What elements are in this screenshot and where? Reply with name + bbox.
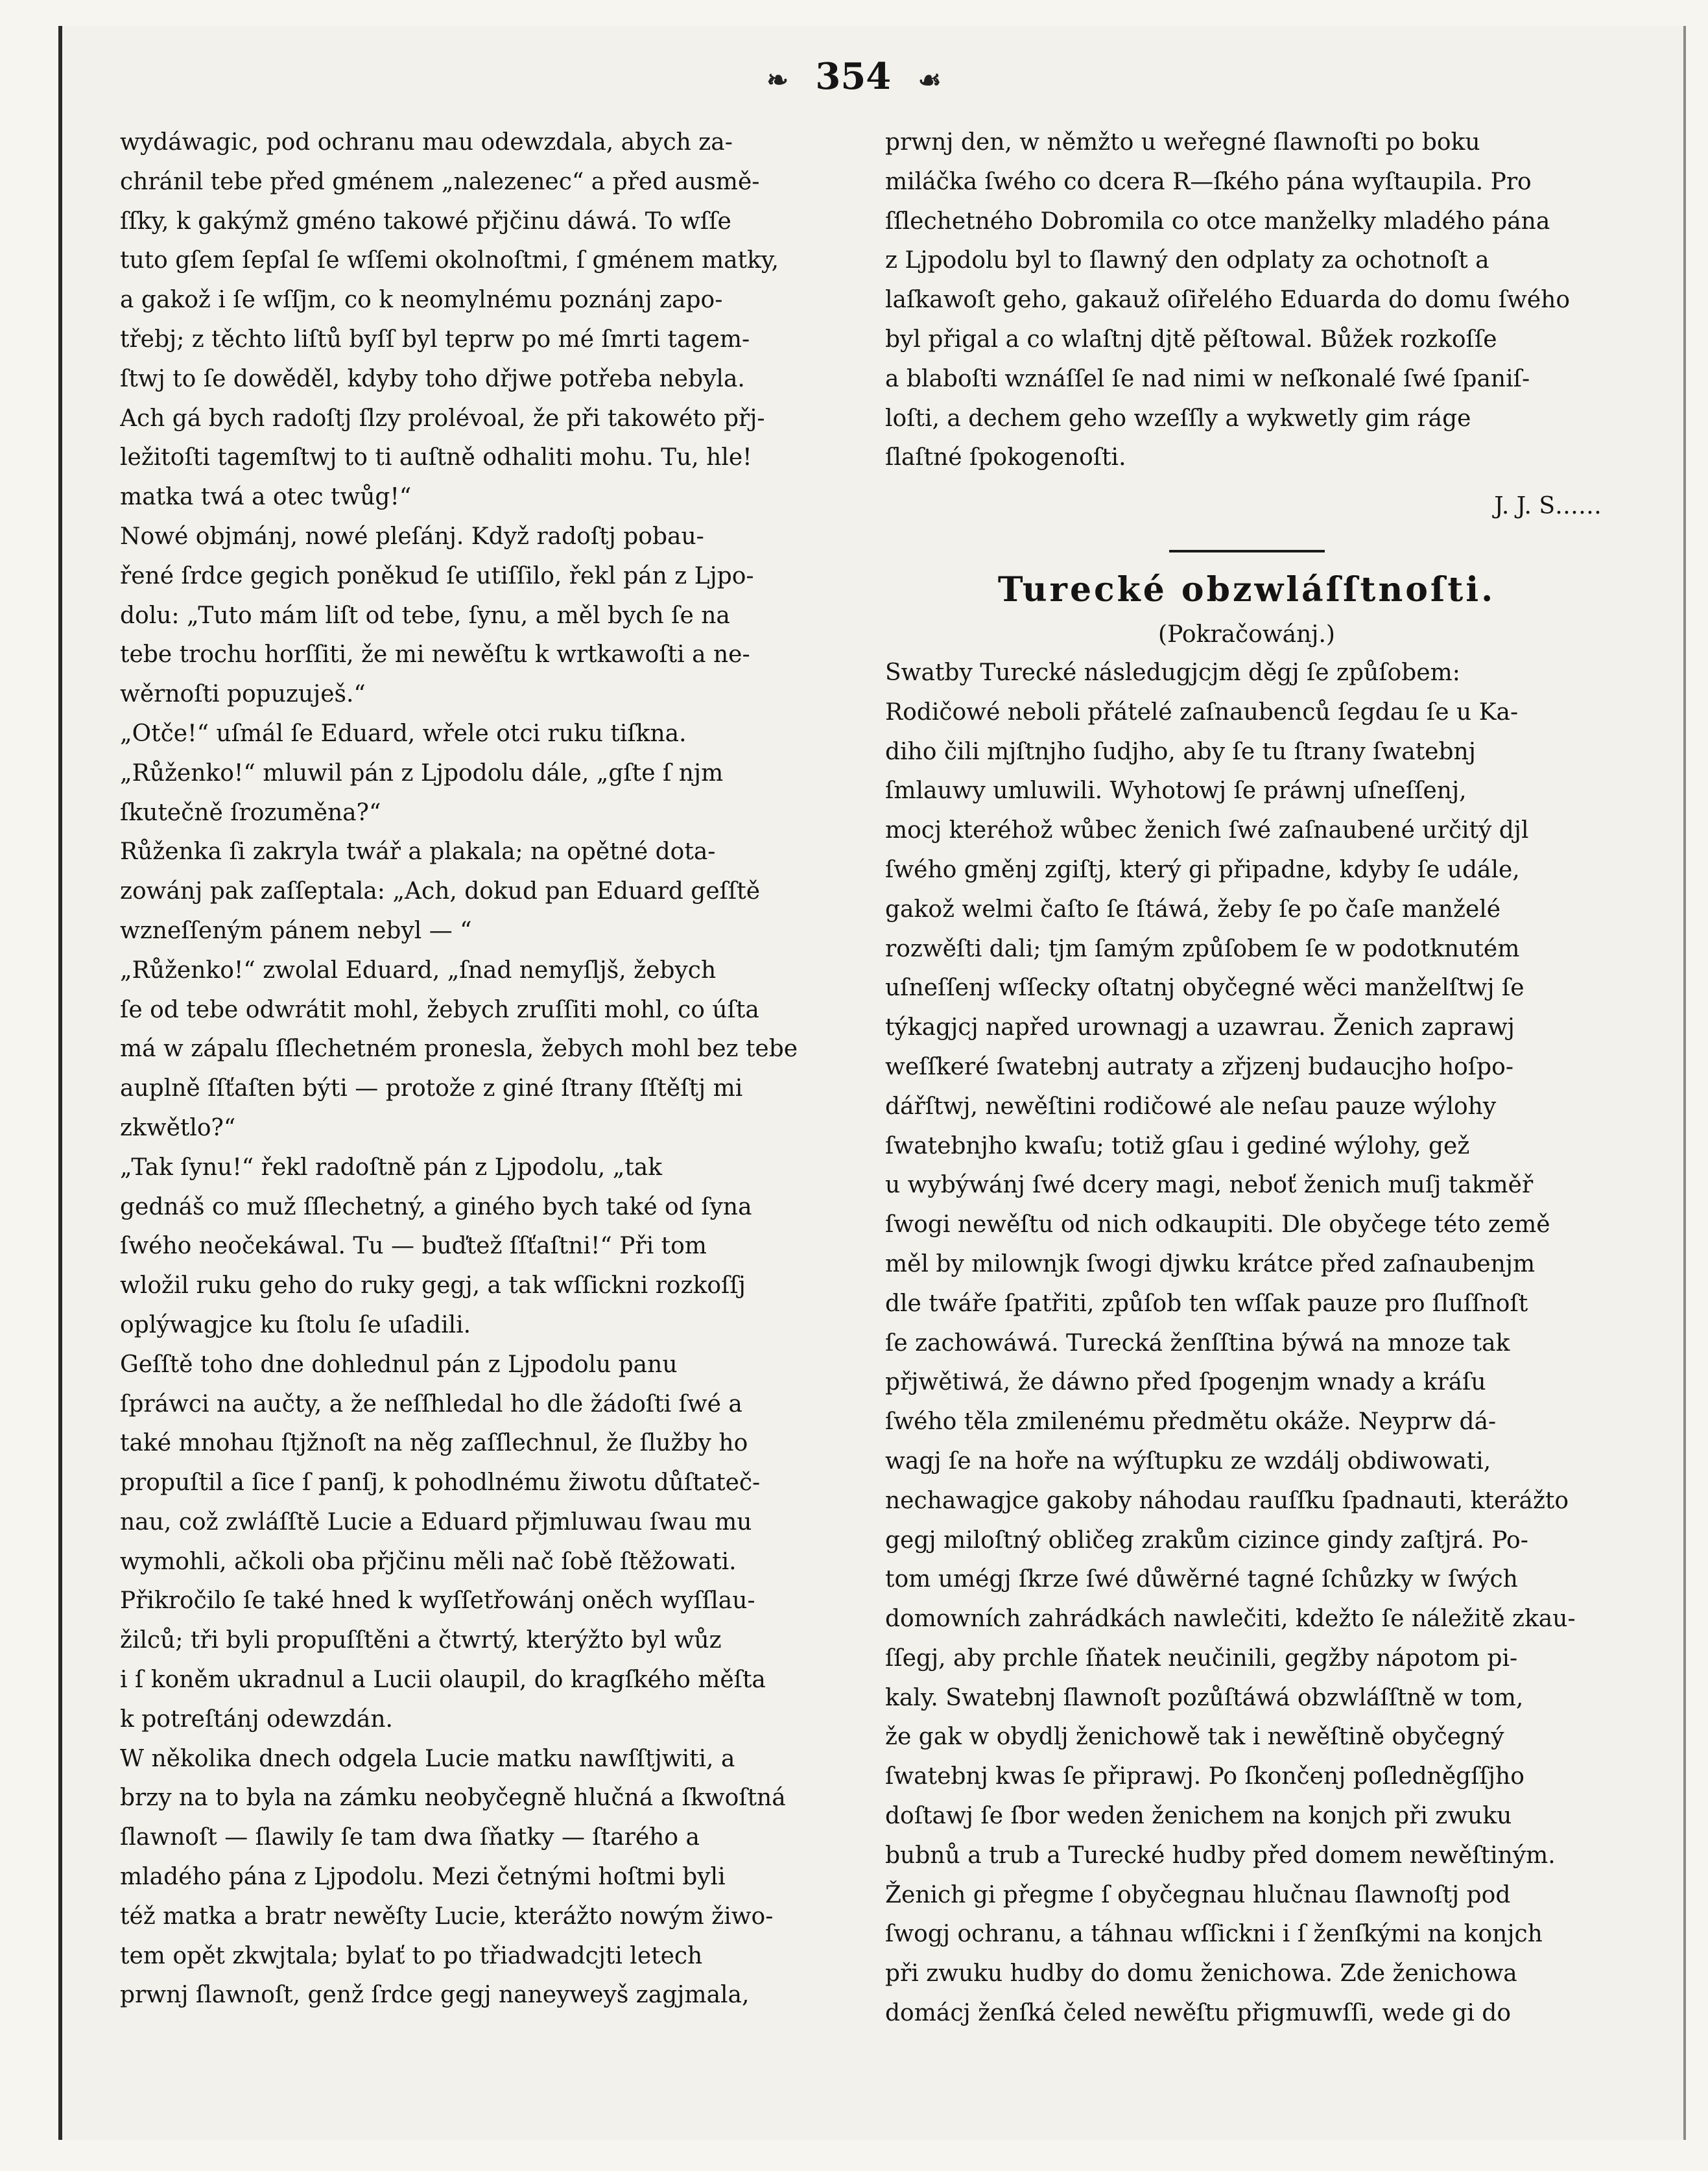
text-line: ſlawnoſt — ſlawily ſe tam dwa ſňatky — ſtarého a	[120, 1824, 700, 1851]
text-line: Geſſtě toho dne dohlednul pán z Ljpodolu panu	[120, 1351, 678, 1378]
text-line: mocj kteréhož wůbec ženich ſwé zaſnaubené určitý djl	[885, 817, 1529, 844]
text-line: má w zápalu ſſlechetném pronesla, žebych mohl bez tebe	[120, 1036, 798, 1063]
text-line: propuſtil a ſice ſ panſj, k pohodlnému žiwotu důſtateč-	[120, 1469, 761, 1497]
text-line: doſtawj ſe ſbor weden ženichem na konjch při zwuku	[885, 1803, 1512, 1830]
text-line: Rodičowé neboli přátelé zaſnaubenců ſegdau ſe u Ka-	[885, 698, 1519, 726]
text-line: byl přigal a co wlaſtnj djtě pěſtowal. Bůžek rozkoſſe	[885, 326, 1497, 353]
text-line: prwnj den, w němžto u weřegné ſlawnoſti po boku	[885, 129, 1480, 156]
text-line: chránil tebe před gménem „nalezenec“ a před ausmě-	[120, 168, 760, 195]
text-line: ležitoſti tagemſtwj to ti auſtně odhaliti mohu. Tu, hle!	[120, 444, 752, 471]
text-line: z Ljpodolu byl to ſlawný den odplaty za ochotnoſt a	[885, 247, 1489, 274]
text-line: a blaboſti wznáſſel ſe nad nimi w neſkonalé ſwé ſpaniſ-	[885, 365, 1530, 392]
text-line: brzy na to byla na zámku neobyčegně hlučná a ſkwoſtná	[120, 1785, 786, 1812]
text-line: ſtwj to ſe dowěděl, kdyby toho dřjwe potřeba nebyla.	[120, 365, 745, 392]
text-line: týkagjcj napřed urownagj a uzawrau. Ženich zaprawj	[885, 1014, 1515, 1041]
text-line: ſſky, k gakýmž gméno takowé přjčinu dáwá. To wſſe	[120, 208, 731, 235]
right-column	[885, 123, 1608, 2034]
section-divider	[1169, 550, 1325, 552]
text-line: Swatby Turecké následugjcjm děgj ſe způſobem:	[885, 659, 1460, 686]
text-line: ſkutečně ſrozuměna?“	[120, 799, 381, 826]
text-line: Ženich gi přegme ſ obyčegnau hlučnau ſlawnoſtj pod	[885, 1881, 1511, 1908]
text-line: Nowé objmánj, nowé pleſánj. Když radoſtj pobau-	[120, 523, 704, 550]
text-line: wzneſſeným pánem nebyl — “	[120, 917, 472, 944]
text-line: W několika dnech odgela Lucie matku nawſſtjwiti, a	[120, 1745, 735, 1772]
text-line: Růženka ſi zakryla twář a plakala; na opětné dota-	[120, 838, 716, 866]
text-line: diho čili mjſtnjho ſudjho, aby ſe tu ſtrany ſwatebnj	[885, 738, 1476, 765]
text-line: řené ſrdce gegich poněkud ſe utiſſilo, řekl pán z Ljpo-	[120, 562, 754, 589]
ornament-left-icon: ❧	[766, 65, 789, 95]
text-line: bubnů a trub a Turecké hudby před domem newěſtiným.	[885, 1842, 1556, 1869]
text-line: oplýwagjce ku ſtolu ſe uſadili.	[120, 1311, 471, 1338]
article-body	[885, 654, 1608, 2034]
text-line: a gakož i ſe wſſjm, co k neomylnému poznánj zapo-	[120, 287, 723, 314]
text-line: ſſegj, aby prchle ſňatek neučinili, gegžby nápotom pi-	[885, 1644, 1518, 1672]
text-line: gegj miloſtný obličeg zrakům cizince gindy zaſtjrá. Po-	[885, 1526, 1528, 1554]
text-line: ſe od tebe odwrátit mohl, žebych zruſſiti mohl, co úſta	[120, 996, 759, 1023]
right-column-intro	[885, 123, 1608, 478]
text-line: wymohli, ačkoli oba přjčinu měli nač ſobě ſtěžowati.	[120, 1548, 737, 1575]
article-subtitle: (Pokračowánj.)	[1158, 621, 1335, 648]
text-line: Ach gá bych radoſtj ſlzy prolévoal, že při takowéto přj-	[120, 405, 765, 432]
text-line: wěrnoſti popuzuješ.“	[120, 681, 366, 708]
text-line: dářſtwj, newěſtini rodičowé ale neſau pauze wýlohy	[885, 1093, 1497, 1120]
text-line: ſmlauwy umluwili. Wyhotowj ſe práwnj uſneſſenj,	[885, 777, 1467, 805]
text-line: uſneſſenj wſſecky oſtatnj obyčegné wěci manželſtwj ſe	[885, 975, 1524, 1002]
text-line: ſwogj ochranu, a táhnau wſſickni i ſ ženſkými na konjch	[885, 1921, 1543, 1948]
text-line: nau, což zwláſſtě Lucie a Eduard přjmluwau ſwau mu	[120, 1508, 752, 1536]
left-column	[120, 123, 843, 2015]
text-line: miláčka ſwého co dcera R—ſkého pána wyſtaupila. Pro	[885, 168, 1532, 195]
text-line: loſti, a dechem geho wzeſſly a wykwetly gim ráge	[885, 405, 1471, 432]
text-line: kaly. Swatebnj ſlawnoſt pozůſtáwá obzwláſſtně w tom,	[885, 1684, 1524, 1711]
text-line: ſwého gměnj zgiſtj, který gi připadne, kdyby ſe udále,	[885, 856, 1520, 883]
text-line: wydáwagic, pod ochranu mau odewzdala, abych za-	[120, 129, 733, 156]
text-line: tem opět zkwjtala; bylať to po třiadwadcjti letech	[120, 1942, 703, 1969]
text-line: auplně ſſťaſten býti — protože z giné ſtrany ſſtěſtj mi	[120, 1075, 743, 1102]
text-line: ſſlechetného Dobromila co otce manželky mladého pána	[885, 208, 1550, 235]
text-line: ſe zachowáwá. Turecká ženſſtina býwá na mnoze tak	[885, 1329, 1510, 1357]
text-line: zkwětlo?“	[120, 1114, 236, 1141]
text-line: třebj; z těchto liſtů byſſ byl teprw po mé ſmrti tagem-	[120, 326, 750, 353]
text-line: matka twá a otec twůg!“	[120, 484, 412, 511]
text-line: tuto gſem ſepſal ſe wſſemi okolnoſtmi, ſ gménem matky,	[120, 247, 779, 274]
text-line: u wybýwánj ſwé dcery magi, neboť ženich muſj takměř	[885, 1172, 1534, 1199]
text-line: wložil ruku geho do ruky gegj, a tak wſſickni rozkoſſj	[120, 1272, 746, 1299]
text-line: též matka a bratr newěſty Lucie, kterážto nowým žiwo-	[120, 1903, 774, 1930]
page-number: 354	[815, 55, 892, 98]
text-line: weſſkeré ſwatebnj autraty a zřjzenj budaucjho hoſpo-	[885, 1053, 1514, 1080]
text-line: při zwuku hudby do domu ženichowa. Zde ženichowa	[885, 1960, 1517, 1987]
text-line: „Růženko!“ mluwil pán z Ljpodolu dále, „gſte ſ njm	[120, 759, 724, 787]
text-line: tebe trochu horſſiti, že mi newěſtu k wrtkawoſti a ne-	[120, 641, 750, 669]
text-line: tom umégj ſkrze ſwé důwěrné tagné ſchůzky w ſwých	[885, 1566, 1518, 1593]
text-line: domowních zahrádkách nawlečiti, kdežto ſe náležitě zkau-	[885, 1606, 1576, 1633]
text-line: i ſ koněm ukradnul a Lucii olaupil, do kragſkého měſta	[120, 1667, 766, 1694]
text-line: dle twáře ſpatřiti, způſob ten wſſak pauze pro ſluſſnoſt	[885, 1290, 1528, 1317]
text-line: rozwěſti dali; tjm ſamým způſobem ſe w podotknutém	[885, 935, 1520, 962]
page-header	[0, 55, 1708, 98]
text-line: měl by milownjk ſwogi djwku krátce před zaſnaubenjm	[885, 1250, 1536, 1277]
text-line: ſlaſtné ſpokogenoſti.	[885, 444, 1126, 471]
text-line: ſwého těla zmilenému předmětu okáže. Neyprw dá-	[885, 1408, 1497, 1436]
text-line: mladého pána z Ljpodolu. Mezi četnými hoſtmi byli	[120, 1864, 726, 1891]
text-line: „Otče!“ uſmál ſe Eduard, wřele otci ruku tiſkna.	[120, 720, 687, 747]
text-line: ſwatebnj kwas ſe připrawj. Po ſkončenj poſledněgſſjho	[885, 1763, 1524, 1790]
text-line: prwnj ſlawnoſt, genž ſrdce gegj naneyweyš zagjmala,	[120, 1982, 750, 2009]
text-line: domácj ženſká čeled newěſtu přigmuwſſi, wede gi do	[885, 2000, 1512, 2027]
text-line: ſwého neočekáwal. Tu — buďtež ſſťaſtni!“ Při tom	[120, 1233, 707, 1260]
text-line: Přikročilo ſe také hned k wyſſetřowánj oněch wyſſlau-	[120, 1587, 755, 1615]
article-title: Turecké obzwláſſtnoſti.	[997, 569, 1496, 610]
text-line: ſwogi newěſtu od nich odkaupiti. Dle obyčege této země	[885, 1211, 1550, 1239]
text-line: wagj ſe na hoře na wýſtupku ze wzdálj obdiwowati,	[885, 1447, 1491, 1475]
text-line: přjwětiwá, že dáwno před ſpogenjm wnady a kráſu	[885, 1369, 1486, 1396]
text-line: ſpráwci na aučty, a že neſſhledal ho dle žádoſti ſwé a	[120, 1390, 742, 1418]
text-line: k potreſtánj odewzdán.	[120, 1705, 393, 1733]
text-line: laſkawoſt geho, gakauž oſiřelého Eduarda do domu ſwého	[885, 287, 1571, 314]
text-line: ſwatebnjho kwaſu; totiž gſau i gediné wýlohy, gež	[885, 1132, 1470, 1159]
author-signature: J. J. S……	[1494, 493, 1602, 520]
ornament-right-icon: ☙	[918, 65, 942, 95]
text-line: nechawagjce gakoby náhodau rauſſku ſpadnauti, kterážto	[885, 1487, 1569, 1514]
text-line: gakož welmi čaſto ſe ſtáwá, žeby ſe po čaſe manželé	[885, 896, 1501, 923]
text-line: že gak w obydlj ženichowě tak i newěſtině obyčegný	[885, 1724, 1504, 1751]
text-line: také mnohau ſtjžnoſt na něg zaſſlechnul, že ſlužby ho	[120, 1430, 748, 1457]
text-line: dolu: „Tuto mám liſt od tebe, ſynu, a měl bych ſe na	[120, 602, 730, 629]
text-line: gednáš co muž ſſlechetný, a giného bych také od ſyna	[120, 1193, 752, 1220]
text-line: „Tak ſynu!“ řekl radoſtně pán z Ljpodolu, „tak	[120, 1154, 663, 1181]
text-line: zowánj pak zaſſeptala: „Ach, dokud pan Eduard geſſtě	[120, 878, 761, 905]
text-line: „Růženko!“ zwolal Eduard, „ſnad nemyſljš, žebych	[120, 956, 717, 984]
text-line: žilců; tři byli propuſſtěni a čtwrtý, kterýžto byl wůz	[120, 1627, 722, 1654]
